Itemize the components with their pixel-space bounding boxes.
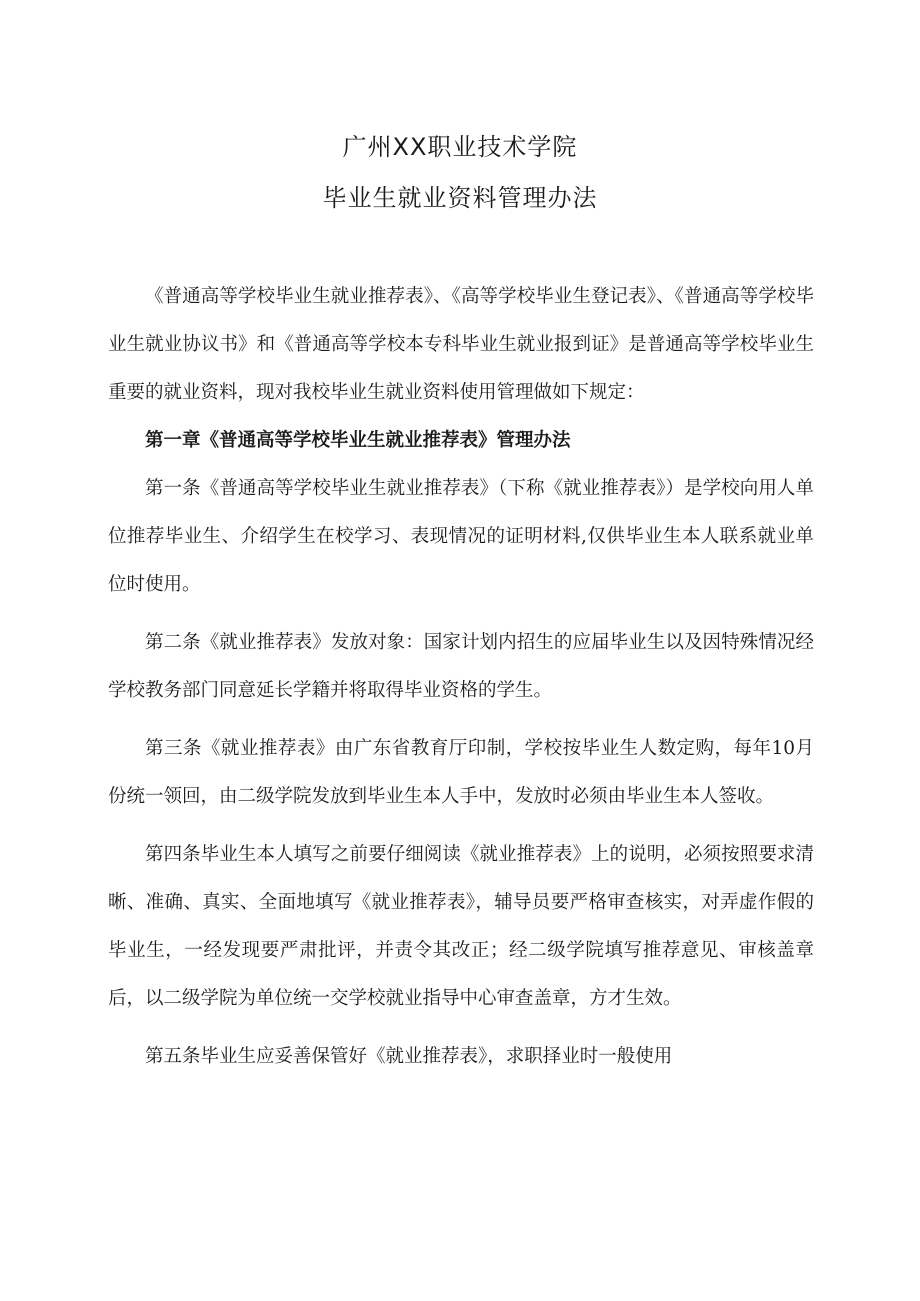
document-title-school: 广州XX职业技术学院	[342, 133, 578, 161]
article-5-paragraph: 第五条毕业生应妥善保管好《就业推荐表》，求职择业时一般使用	[145, 1046, 673, 1067]
intro-paragraph: 《普通高等学校毕业生就业推荐表》、《高等学校毕业生登记表》、《普通高等学校毕业生就业协议书》和《普通高等学校本专科毕业生就业报到证》是普通高等学校毕业生重要的就业资料，现对我校毕业生就业资料使用管理做如下规定：	[108, 286, 814, 403]
article-1-paragraph: 第一条《普通高等学校毕业生就业推荐表》（下称《就业推荐表》）是学校向用人单位推荐毕业生、介绍学生在校学习、表现情况的证明材料,仅供毕业生本人联系就业单位时使用。	[108, 478, 814, 595]
document-title-regulation: 毕业生就业资料管理办法	[322, 184, 598, 212]
document-body	[108, 273, 814, 1081]
article-2-paragraph: 第二条《就业推荐表》发放对象：国家计划内招生的应届毕业生以及因特殊情况经学校教务部门同意延长学籍并将取得毕业资格的学生。	[108, 632, 814, 701]
article-4-paragraph: 第四条毕业生本人填写之前要仔细阅读《就业推荐表》上的说明，必须按照要求清晰、准确、真实、全面地填写《就业推荐表》，辅导员要严格审查核实，对弄虚作假的毕业生，一经发现要严肃批评，并责令其改正；经二级学院填写推荐意见、审核盖章后，以二级学院为单位统一交学校就业指导中心审查盖章，方才生效。	[108, 844, 814, 1009]
article-3-paragraph: 第三条《就业推荐表》由广东省教育厅印制，学校按毕业生人数定购，每年10月份统一领回，由二级学院发放到毕业生本人手中，发放时必须由毕业生本人签收。	[108, 738, 814, 807]
chapter-1-heading: 第一章《普通高等学校毕业生就业推荐表》管理办法	[145, 430, 571, 451]
